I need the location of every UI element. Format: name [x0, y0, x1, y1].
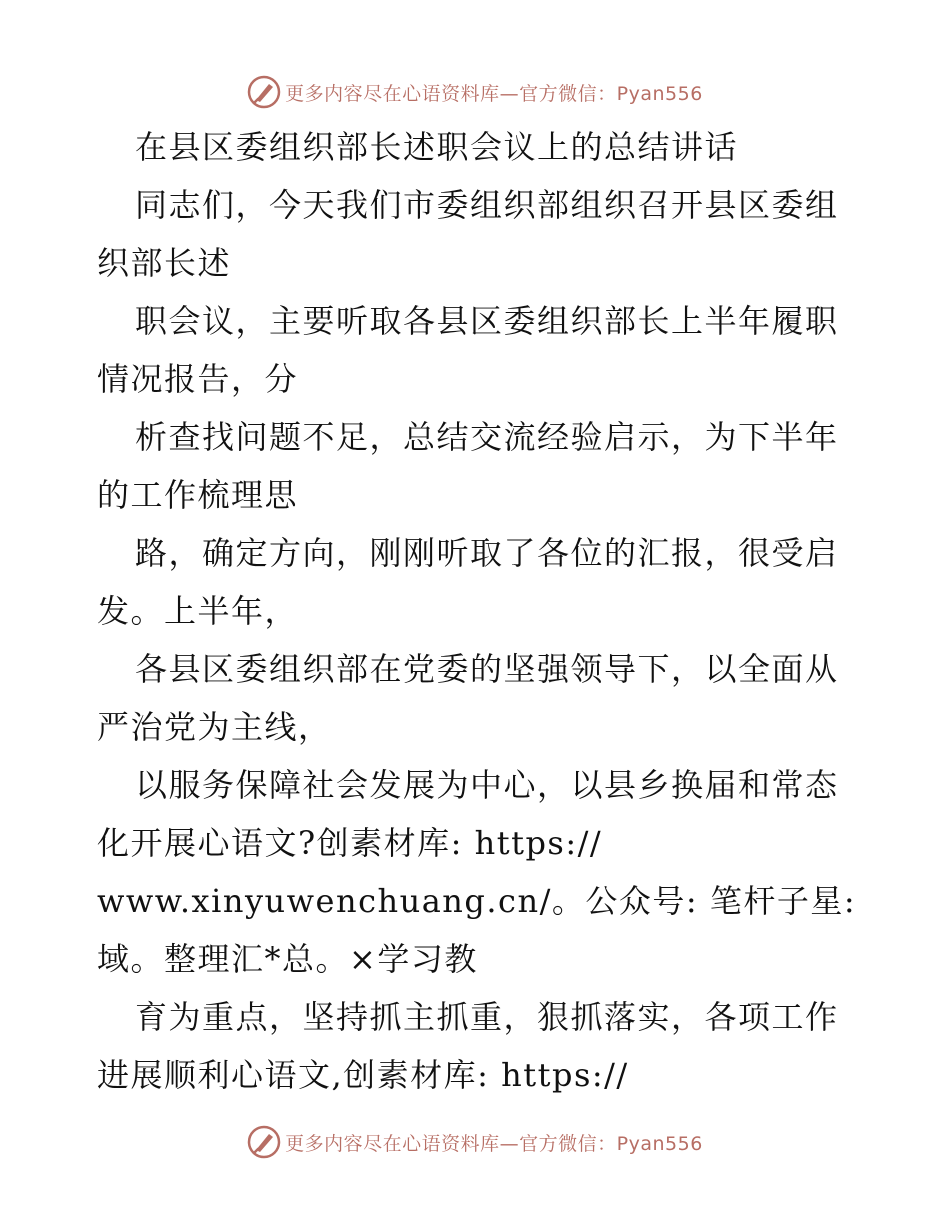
text-line: 域。整理汇*总。×学习教	[97, 940, 478, 978]
text-line: 进展顺利心语文,创素材库: https://	[97, 1056, 629, 1094]
footer-watermark-banner	[0, 1120, 950, 1164]
text-line: 各县区委组织部在党委的坚强领导下，以全面从	[135, 650, 839, 688]
text-line: 析查找问题不足，总结交流经验启示，为下半年	[135, 418, 839, 456]
quill-pen-icon	[247, 75, 281, 109]
quill-pen-icon	[247, 1125, 281, 1159]
document-body	[97, 118, 857, 1104]
text-line: 织部长述	[97, 244, 232, 282]
document-title: 在县区委组织部长述职会议上的总结讲话	[135, 128, 739, 166]
header-watermark-banner	[0, 70, 950, 114]
text-line: 以服务保障社会发展为中心，以县乡换届和常态	[135, 766, 839, 804]
header-banner-text: 更多内容尽在心语资料库—官方微信：Pyan556	[285, 82, 703, 105]
footer-banner-text: 更多内容尽在心语资料库—官方微信：Pyan556	[285, 1132, 703, 1155]
text-line: www.xinyuwenchuang.cn/。公众号: 笔杆子星:	[97, 882, 857, 920]
text-line: 化开展心语文?创素材库: https://	[97, 824, 603, 862]
text-line: 的工作梳理思	[97, 476, 299, 514]
text-line: 路，确定方向，刚刚听取了各位的汇报，很受启	[135, 534, 839, 572]
text-line: 严治党为主线，	[97, 708, 332, 746]
text-line: 职会议，主要听取各县区委组织部长上半年履职	[135, 302, 839, 340]
text-line: 发。上半年，	[97, 592, 299, 630]
text-line: 同志们，今天我们市委组织部组织召开县区委组	[135, 186, 839, 224]
text-line: 育为重点，坚持抓主抓重，狠抓落实，各项工作	[135, 998, 839, 1036]
text-line: 情况报告，分	[97, 360, 299, 398]
